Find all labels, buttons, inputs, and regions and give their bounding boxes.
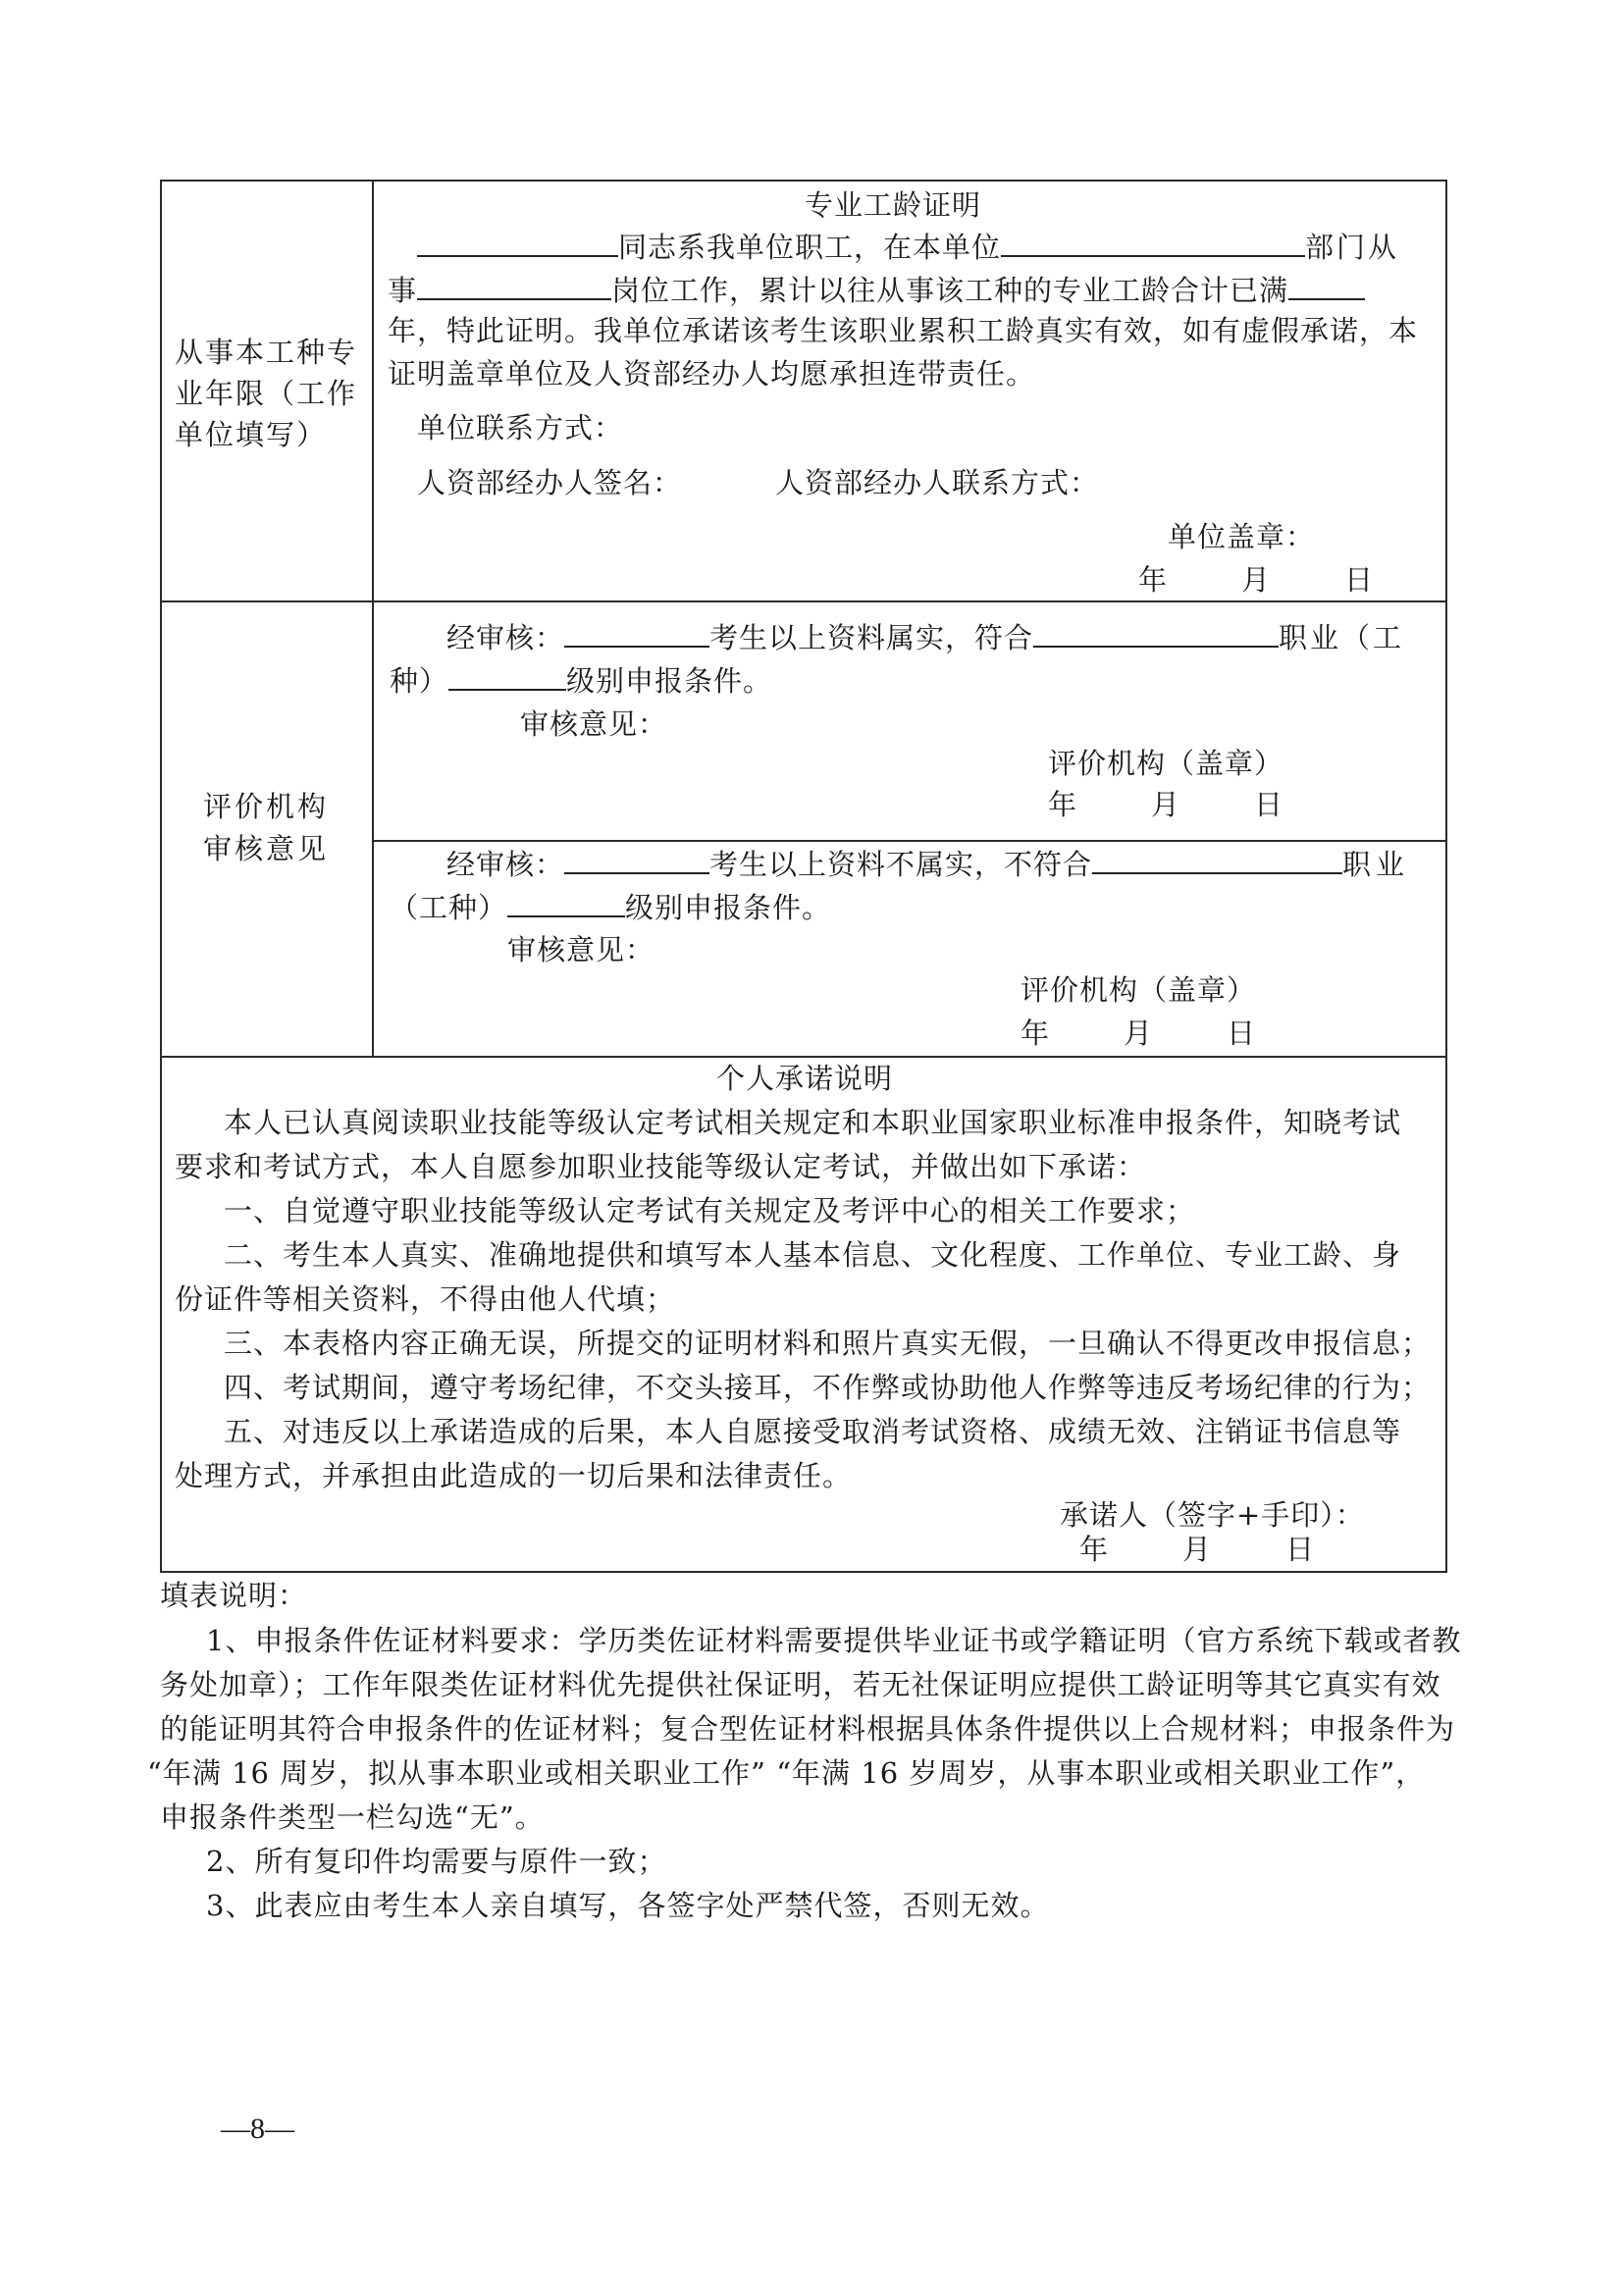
work-cert-date: 年 月 日 bbox=[1138, 563, 1380, 597]
review-pass-line-1: 经审核： 考生以上资料属实，符合 职业（工 bbox=[446, 621, 1405, 654]
years-field[interactable] bbox=[1288, 275, 1365, 300]
table-left-border bbox=[160, 180, 162, 1573]
work-cert-line-4: 证明盖章单位及人资部经办人均愿承担连带责任。 bbox=[388, 357, 1036, 391]
notes-line: “年满 16 周岁，拟从事本职业或相关职业工作” “年满 16 岁周岁，从事本职业或相关职业工作”， bbox=[147, 1756, 1426, 1790]
promise-signer-label: 承诺人（签字+手印）： bbox=[1060, 1498, 1365, 1532]
review-fail-line-1: 经审核： 考生以上资料不属实，不符合 职业 bbox=[446, 848, 1410, 881]
promise-title: 个人承诺说明 bbox=[715, 1062, 893, 1095]
review-pass-occupation-field[interactable] bbox=[1033, 622, 1279, 648]
work-years-label-line: 业年限（工作 bbox=[175, 377, 358, 410]
position-field[interactable] bbox=[417, 275, 611, 300]
promise-line: 要求和考试方式，本人自愿参加职业技能等级认定考试，并做出如下承诺： bbox=[175, 1150, 1147, 1183]
review-fail-occupation-field[interactable] bbox=[1092, 849, 1342, 874]
work-cert-line-2: 事 岗位工作，累计以往从事该工种的专业工龄合计已满 bbox=[388, 275, 1365, 305]
unit-contact-label: 单位联系方式： bbox=[417, 411, 624, 444]
work-cert-line-1: 同志系我单位职工，在本单位 部门从 bbox=[417, 232, 1399, 262]
row-divider-1 bbox=[160, 600, 1447, 602]
promise-line: 处理方式，并承担由此造成的一切后果和法律责任。 bbox=[175, 1459, 853, 1492]
work-years-label-line: 从事本工种专 bbox=[175, 336, 358, 369]
review-pass-date: 年 月 日 bbox=[1048, 788, 1289, 821]
review-fail-name-field[interactable] bbox=[564, 849, 709, 874]
review-pass-line-2: 种） 级别申报条件。 bbox=[390, 664, 773, 698]
employee-name-field[interactable] bbox=[417, 232, 618, 257]
table-top-border bbox=[160, 180, 1447, 182]
promise-line: 一、自觉遵守职业技能等级认定考试有关规定及考评中心的相关工作要求； bbox=[224, 1194, 1196, 1227]
row-divider-2 bbox=[160, 1056, 1447, 1058]
hr-sign-label: 人资部经办人签名： bbox=[417, 466, 683, 499]
table-right-border bbox=[1445, 180, 1447, 1573]
work-cert-title: 专业工龄证明 bbox=[804, 188, 981, 222]
notes-line: 的能证明其符合申报条件的佐证材料；复合型佐证材料根据具体条件提供以上合规材料；申报条件为 bbox=[160, 1712, 1456, 1746]
page-number: —8— bbox=[221, 2113, 294, 2145]
promise-line: 五、对违反以上承诺造成的后果，本人自愿接受取消考试资格、成绩无效、注销证书信息等 bbox=[224, 1415, 1402, 1448]
review-label-line: 评价机构 bbox=[203, 790, 330, 823]
notes-line: 2、所有复印件均需要与原件一致； bbox=[206, 1845, 667, 1878]
review-fail-org-label: 评价机构（盖章） bbox=[1021, 973, 1257, 1007]
unit-stamp-label: 单位盖章： bbox=[1168, 520, 1316, 553]
review-pass-level-field[interactable] bbox=[448, 665, 566, 691]
review-fail-date: 年 月 日 bbox=[1021, 1017, 1262, 1050]
review-pass-opinion-label: 审核意见： bbox=[520, 707, 668, 741]
notes-line: 1、申报条件佐证材料要求：学历类佐证材料需要提供毕业证书或学籍证明（官方系统下载或者教 bbox=[206, 1624, 1462, 1657]
promise-line: 二、考生本人真实、准确地提供和填写本人基本信息、文化程度、工作单位、专业工龄、身 bbox=[224, 1238, 1402, 1272]
review-label-line: 审核意见 bbox=[203, 832, 330, 865]
notes-line: 3、此表应由考生本人亲自填写，各签字处严禁代签，否则无效。 bbox=[206, 1889, 1050, 1922]
review-pass-org-label: 评价机构（盖章） bbox=[1048, 747, 1284, 780]
table-bottom-border bbox=[160, 1571, 1447, 1573]
review-fail-line-2: （工种） 级别申报条件。 bbox=[390, 891, 832, 924]
review-fail-opinion-label: 审核意见： bbox=[507, 933, 655, 966]
promise-line: 三、本表格内容正确无误，所提交的证明材料和照片真实无假，一旦确认不得更改申报信息； bbox=[224, 1327, 1432, 1360]
promise-line: 四、考试期间，遵守考场纪律，不交头接耳，不作弊或协助他人作弊等违反考场纪律的行为； bbox=[224, 1371, 1432, 1404]
work-cert-line-3: 年，特此证明。我单位承诺该考生该职业累积工龄真实有效，如有虚假承诺，本 bbox=[388, 314, 1419, 347]
label-column-border bbox=[372, 180, 374, 1058]
notes-line: 务处加章）；工作年限类佐证材料优先提供社保证明，若无社保证明应提供工龄证明等其它真实有效 bbox=[160, 1668, 1441, 1701]
promise-date: 年 月 日 bbox=[1079, 1533, 1321, 1566]
review-fail-level-field[interactable] bbox=[507, 892, 625, 917]
review-pass-name-field[interactable] bbox=[564, 622, 709, 648]
work-years-label-line: 单位填写） bbox=[175, 418, 328, 451]
notes-heading: 填表说明： bbox=[160, 1579, 308, 1612]
department-field[interactable] bbox=[1001, 232, 1305, 257]
hr-contact-label: 人资部经办人联系方式： bbox=[775, 466, 1100, 499]
notes-line: 申报条件类型一栏勾选“无”。 bbox=[160, 1800, 545, 1834]
promise-line: 本人已认真阅读职业技能等级认定考试相关规定和本职业国家职业标准申报条件，知晓考试 bbox=[224, 1106, 1402, 1139]
row-divider-review-inner bbox=[373, 840, 1447, 842]
promise-line: 份证件等相关资料，不得由他人代填； bbox=[175, 1282, 676, 1316]
